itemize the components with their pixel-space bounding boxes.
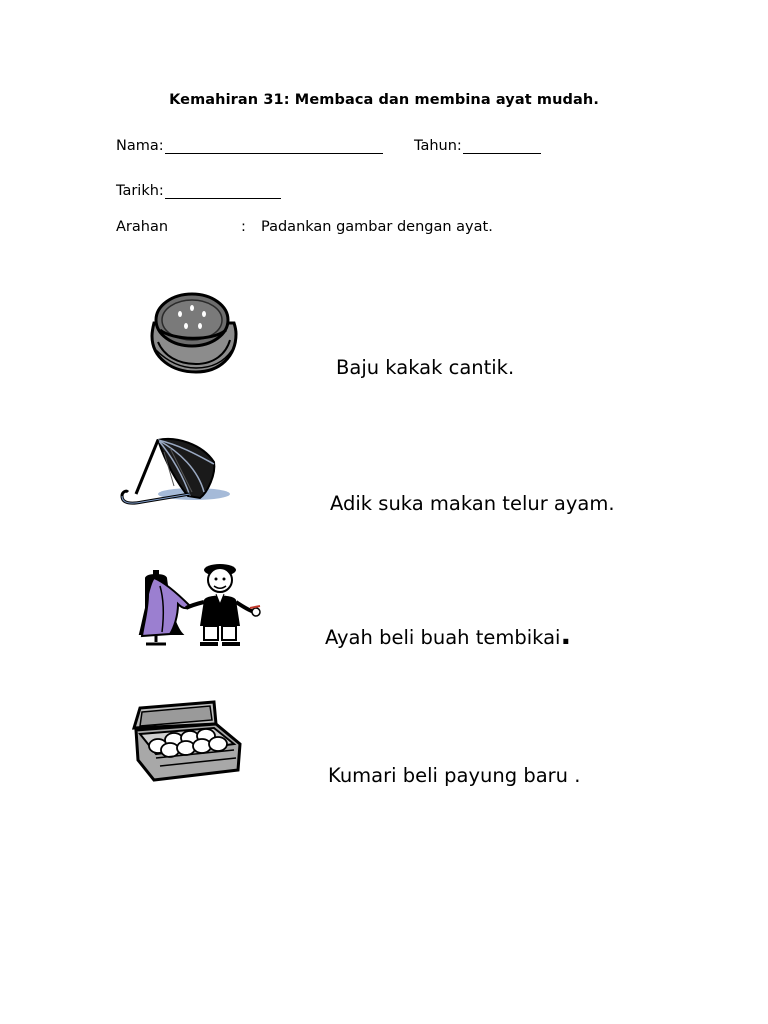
nama-blank-line (165, 141, 383, 154)
worksheet-title: Kemahiran 31: Membaca dan membina ayat mudah. (169, 92, 599, 108)
instruction-label: Arahan (116, 219, 169, 235)
tarikh-blank-line (165, 186, 281, 199)
sentence-4: Kumari beli payung baru . (328, 764, 581, 787)
sentence-3 (325, 618, 572, 651)
umbrella-icon (118, 434, 234, 514)
tailor-mannequin-icon (134, 564, 262, 648)
nama-label: Nama: (116, 138, 164, 154)
sentence-3-text: Ayah beli buah tembikai (325, 626, 561, 649)
tahun-label: Tahun: (414, 138, 462, 154)
sentence-1: Baju kakak cantik. (336, 356, 515, 379)
tahun-field (414, 138, 541, 154)
tarikh-label: Tarikh: (116, 183, 164, 199)
tahun-blank-line (463, 141, 541, 154)
sentence-2: Adik suka makan telur ayam. (330, 492, 615, 515)
instruction-colon: : (241, 219, 246, 235)
watermelon-icon (148, 290, 240, 376)
egg-carton-icon (130, 700, 242, 784)
tarikh-field (116, 183, 281, 199)
instruction-text: Padankan gambar dengan ayat. (261, 219, 493, 235)
nama-field (116, 138, 383, 154)
sentence-3-period: . (560, 618, 572, 651)
